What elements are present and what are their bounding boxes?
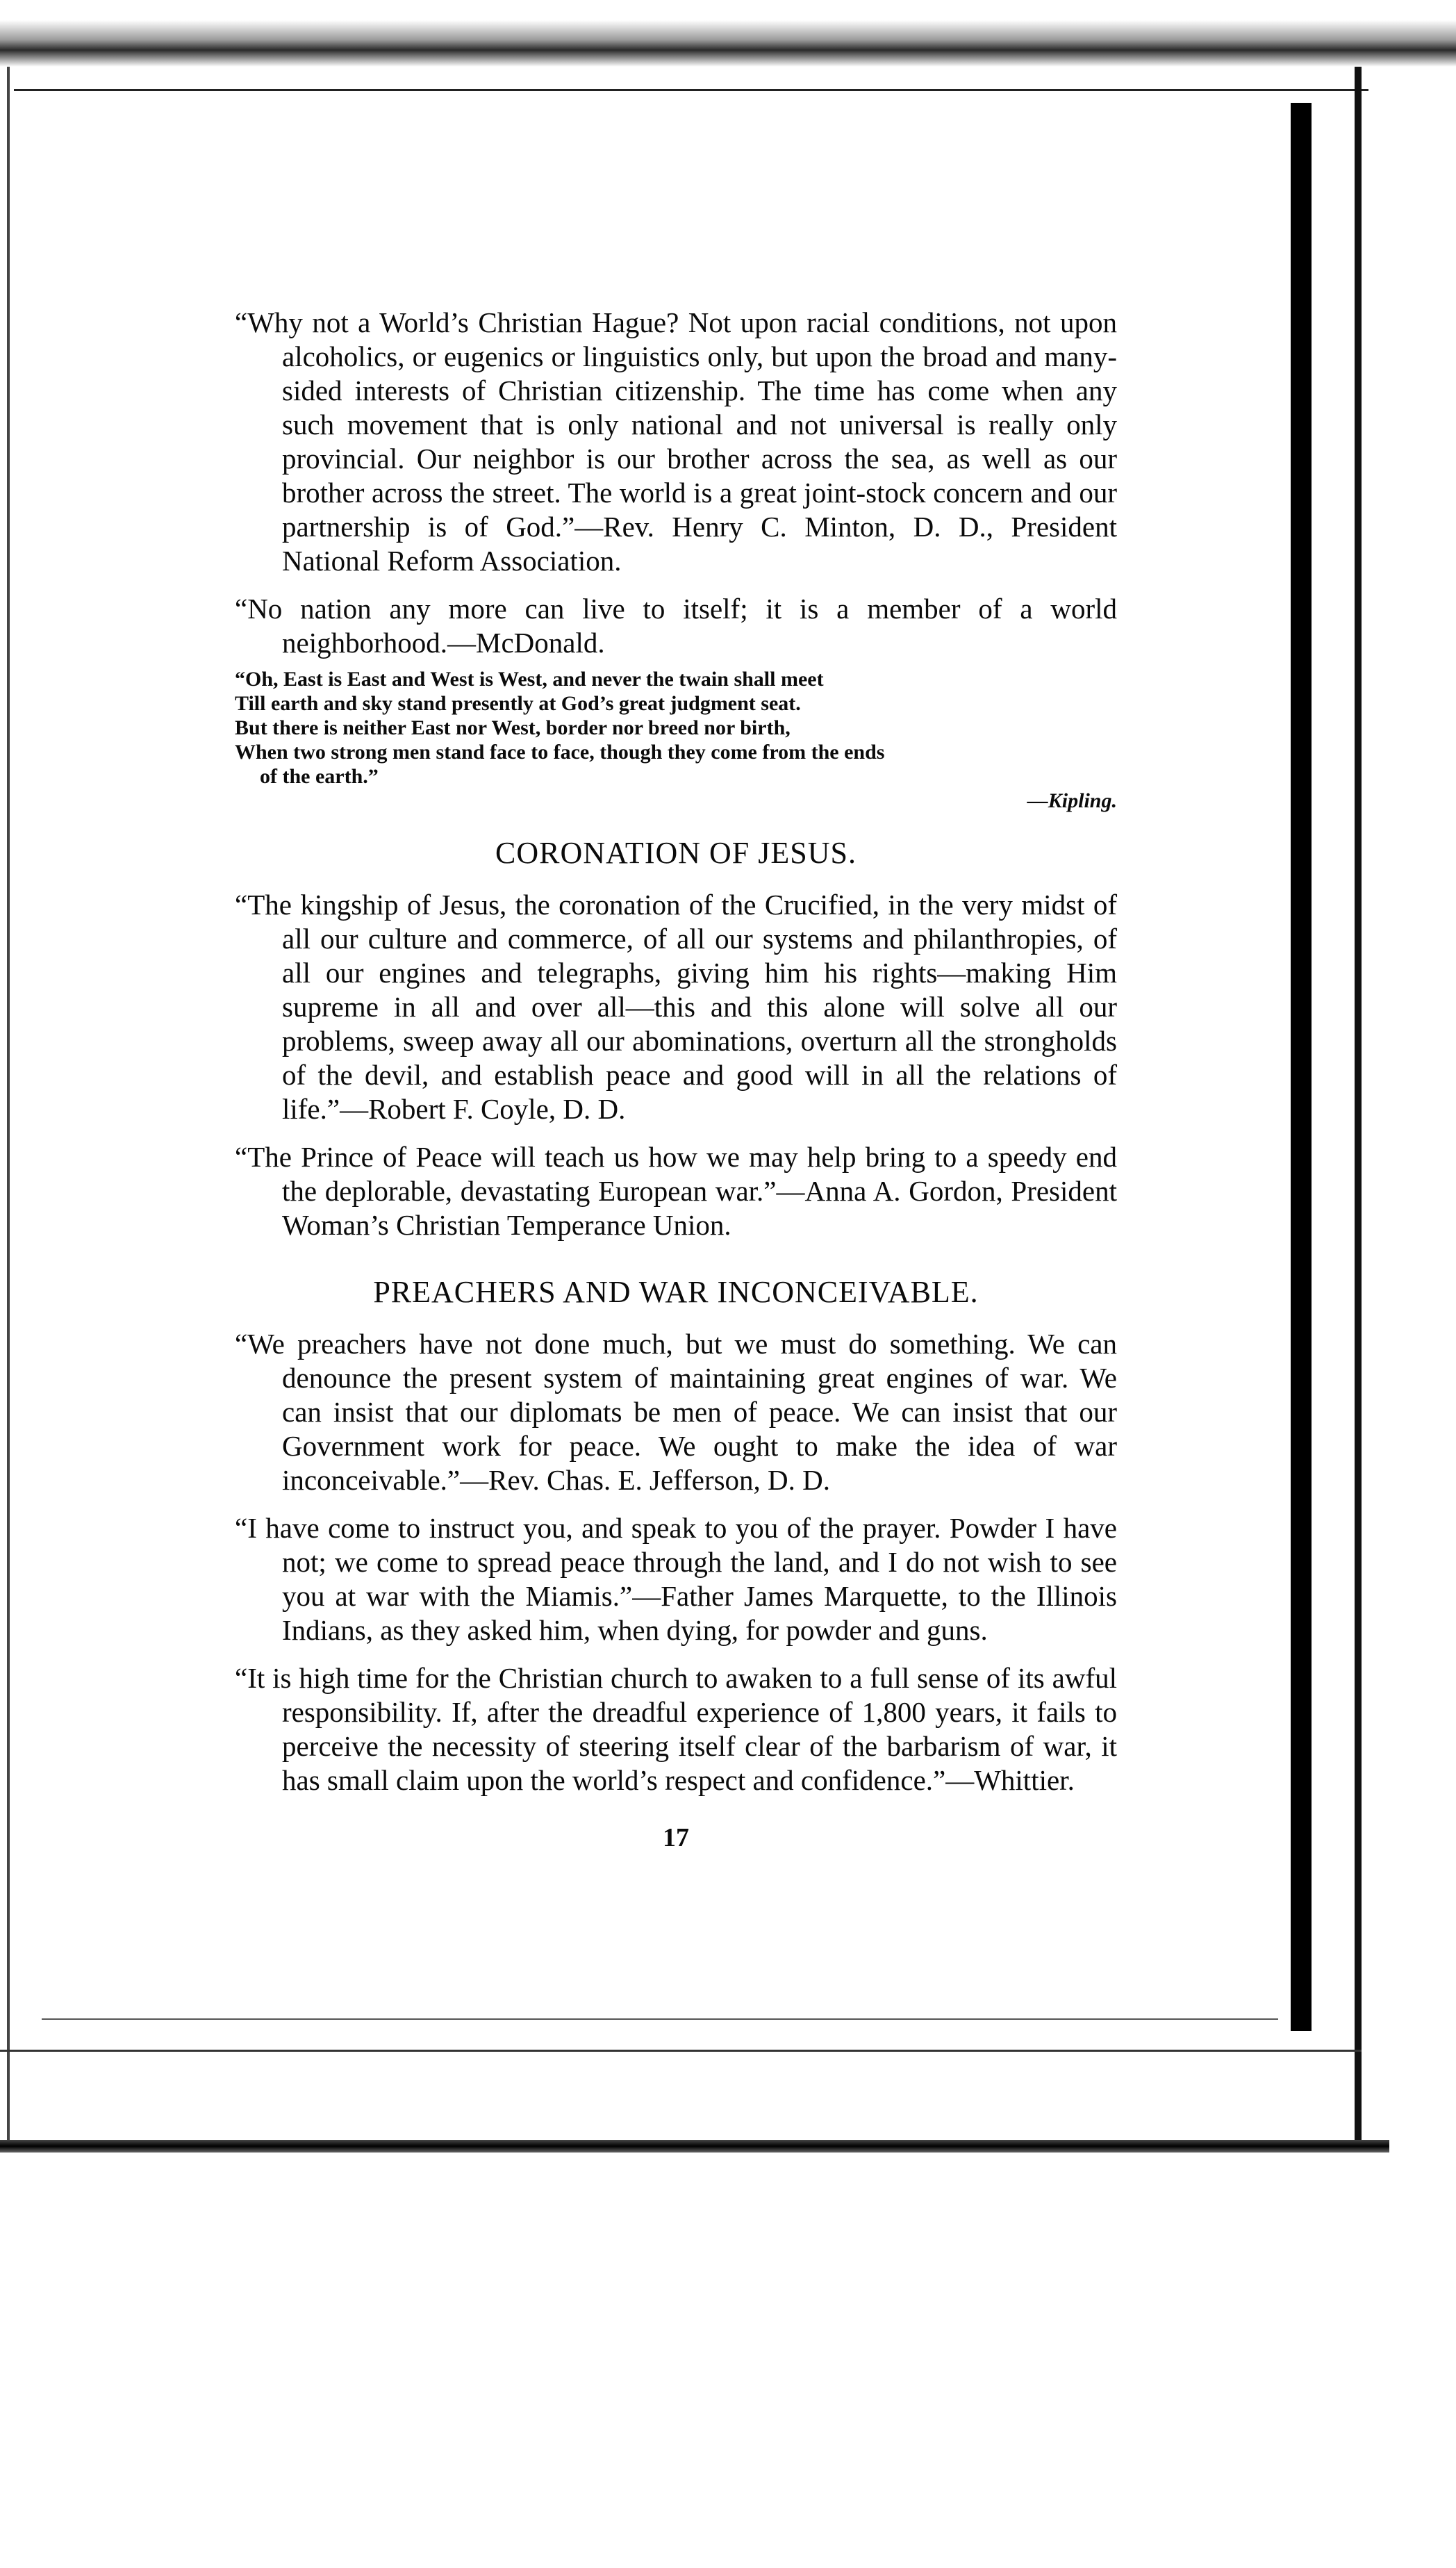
bottom-rule [0, 2050, 1362, 2052]
scan-border-top [0, 0, 1456, 67]
page-content [235, 306, 1117, 1855]
poem-line: When two strong men stand face to face, though they come from the ends [235, 741, 885, 764]
quote-whittier: “It is high time for the Christian church to awaken to a full sense of its awful responsibility. If, after the dreadful experience of 1,800 years, it fails to perceive the necessity of steering itself clear of the barbarism of war, it has small claim upon the world’s respect and confidence.”—Whittier. [235, 1662, 1117, 1796]
left-page-edge [7, 67, 10, 2151]
top-rule [14, 89, 1368, 91]
kipling-poem [235, 667, 1117, 813]
quote-jefferson: “We preachers have not done much, but we must do something. We can denounce the present system of maintaining great engines of war. We can insist that our diplomats be men of peace. We can insist that our Government work for peace. We ought to make the idea of war inconceivable.”—Rev. Chas. E. Jefferson, D. D. [235, 1328, 1117, 1496]
page-number: 17 [663, 1823, 689, 1852]
bottom-dashed-rule [42, 2018, 1278, 2020]
heading-coronation: CORONATION OF JESUS. [495, 836, 857, 870]
quote-gordon: “The Prince of Peace will teach us how we may help bring to a speedy end the deplorable, devastating European war.”—Anna A. Gordon, President Woman’s Christian Temperance Union. [235, 1141, 1117, 1241]
poem-line: Till earth and sky stand presently at God’s great judgment seat. [235, 692, 801, 715]
heading-preachers: PREACHERS AND WAR INCONCEIVABLE. [373, 1275, 979, 1309]
right-margin-bar [1291, 103, 1312, 2031]
quote-marquette: “I have come to instruct you, and speak to you of the prayer. Powder I have not; we come to spread peace through the land, and I do not wish to see you at war with the Miamis.”—Father James Marquette, to the Illinois Indians, as they asked him, when dying, for powder and guns. [235, 1512, 1117, 1646]
scan-border-bottom [0, 2140, 1389, 2153]
poem-line: “Oh, East is East and West is West, and never the twain shall meet [235, 668, 824, 691]
quote-coyle: “The kingship of Jesus, the coronation of the Crucified, in the very midst of all our culture and commerce, of all our systems and philanthropies, of all our engines and telegraphs, giving him his rights—making Him supreme in all and over all—this and this alone will solve all our problems, sweep away all our abominations, overturn all the strongholds of the devil, and establish peace and good will in all the relations of life.”—Robert F. Coyle, D. D. [235, 889, 1117, 1125]
poem-line: of the earth.” [260, 765, 379, 788]
poem-line: But there is neither East nor West, border nor breed nor birth, [235, 716, 791, 739]
quote-mcdonald: “No nation any more can live to itself; it is a member of a world neighborhood.—McDonald. [235, 593, 1117, 659]
poem-attribution: —Kipling. [1027, 789, 1117, 812]
quote-minton: “Why not a World’s Christian Hague? Not upon racial conditions, not upon alcoholics, or eugenics or linguistics only, but upon the broad and many-sided interests of Christian citizenship. The time has come when any such movement that is only national and not universal is really only provincial. Our neighbor is our brother across the sea, as well as our brother across the street. The world is a great joint-stock concern and our partnership is of God.”—Rev. Henry C. Minton, D. D., President National Reform Association. [235, 306, 1117, 577]
right-page-edge [1355, 67, 1362, 2151]
